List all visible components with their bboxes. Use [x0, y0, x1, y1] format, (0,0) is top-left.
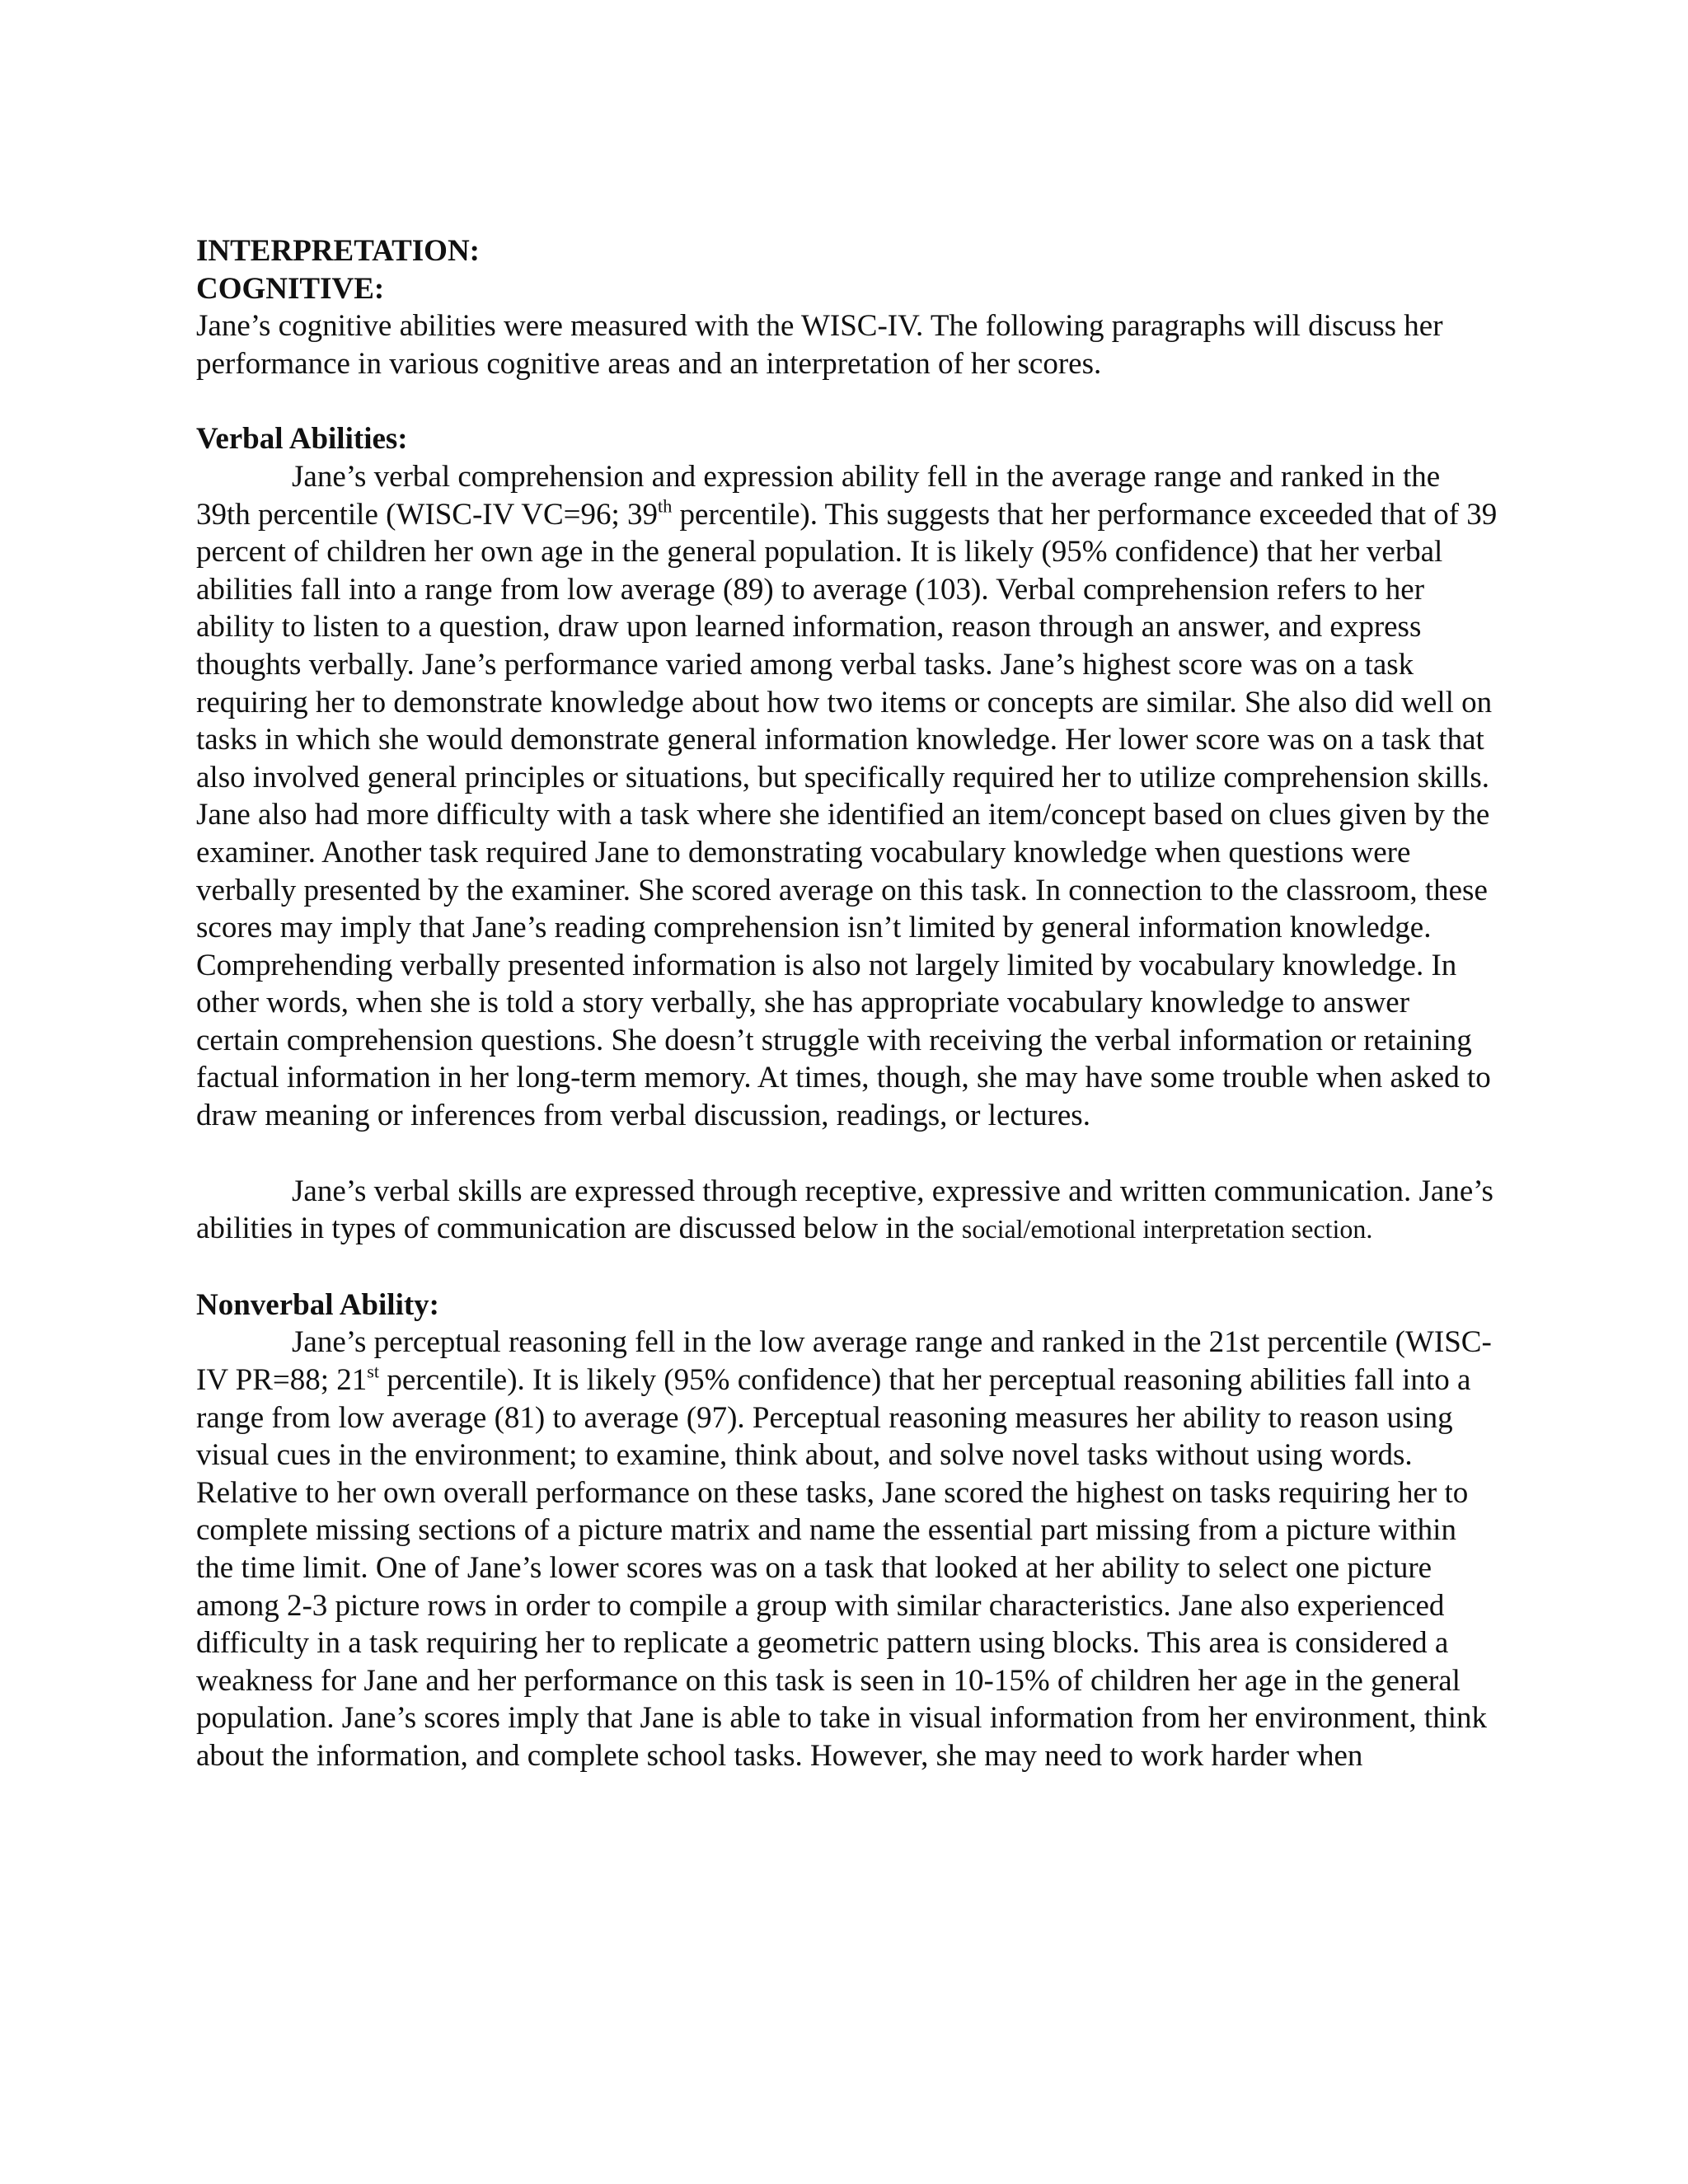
- nonverbal-text-part1: Jane’s perceptual reasoning fell in the low average range and ranked in the 21st percentile (WISC-IV PR=88; 21: [196, 1325, 1492, 1398]
- spacer: [196, 1249, 1498, 1286]
- communication-text: Jane’s verbal skills are expressed through receptive, expressive and written communication. Jane’s abilities in types of communication are discussed below in the: [196, 1174, 1493, 1246]
- heading-nonverbal-ability: Nonverbal Ability:: [196, 1287, 439, 1322]
- verbal-text-part1: Jane’s verbal comprehension and expression ability fell in the average range and ranked in the 39th percentile (WISC-IV VC=96; 39: [196, 459, 1441, 532]
- heading-verbal-abilities: Verbal Abilities:: [196, 422, 408, 457]
- nonverbal-text-part2: percentile). It is likely (95% confidence) that her perceptual reasoning abilities fall into a range from low average (81) to average (97). Perceptual reasoning measures her ability to reason using visual cues in the environment; to examine, think about, and solve novel tasks without using words. Relative to her own overall performance on these tasks, Jane scored the highest on tasks requiring her to complete missing sections of a picture matrix and name the essential part missing from a picture within the time limit. One of Jane’s lower scores was on a task that looked at her ability to select one picture among 2-3 picture rows in order to compile a group with similar characteristics. Jane also experienced difficulty in a task requiring her to replicate a geometric pattern using blocks. This area is considered a weakness for Jane and her performance on this task is seen in 10-15% of children her age in the general population. Jane’s scores imply that Jane is able to take in visual information from her environment, think about the information, and complete school tasks. However, she may need to work harder when: [196, 1363, 1487, 1773]
- verbal-abilities-paragraph: [196, 458, 1498, 1135]
- heading-interpretation: INTERPRETATION:: [196, 234, 481, 268]
- verbal-superscript: th: [658, 495, 673, 517]
- heading-cognitive: COGNITIVE:: [196, 271, 385, 306]
- spacer: [196, 382, 1498, 420]
- nonverbal-ability-paragraph: [196, 1324, 1498, 1774]
- nonverbal-superscript: st: [367, 1361, 380, 1382]
- verbal-text-part2: percentile). This suggests that her performance exceeded that of 39 percent of children her own age in the general population. It is likely (95% confidence) that her verbal abilities fall into a range from low average (89) to average (103). Verbal comprehension refers to her ability to listen to a question, draw upon learned information, reason through an answer, and express thoughts verbally. Jane’s performance varied among verbal tasks. Jane’s highest score was on a task requiring her to demonstrate knowledge about how two items or concepts are similar. She also did well on tasks in which she would demonstrate general information knowledge. Her lower score was on a task that also involved general principles or situations, but specifically required her to utilize comprehension skills. Jane also had more difficulty with a task where she identified an item/concept based on clues given by the examiner. Another task required Jane to demonstrating vocabulary knowledge when questions were verbally presented by the examiner. She scored average on this task. In connection to the classroom, these scores may imply that Jane’s reading comprehension isn’t limited by general information knowledge. Comprehending verbally presented information is also not largely limited by vocabulary knowledge. In other words, when she is told a story verbally, she has appropriate vocabulary knowledge to answer certain comprehension questions. She doesn’t struggle with receiving the verbal information or retaining factual information in her long-term memory. At times, though, she may have some trouble when asked to draw meaning or inferences from verbal discussion, readings, or lectures.: [196, 497, 1498, 1133]
- document-body: [196, 232, 1498, 1775]
- communication-text-small: social/emotional interpretation section.: [961, 1214, 1373, 1244]
- spacer: [196, 1135, 1498, 1173]
- communication-paragraph: [196, 1173, 1498, 1249]
- intro-paragraph: Jane’s cognitive abilities were measured with the WISC-IV. The following paragraphs will discuss her performance in various cognitive areas and an interpretation of her scores.: [196, 309, 1443, 381]
